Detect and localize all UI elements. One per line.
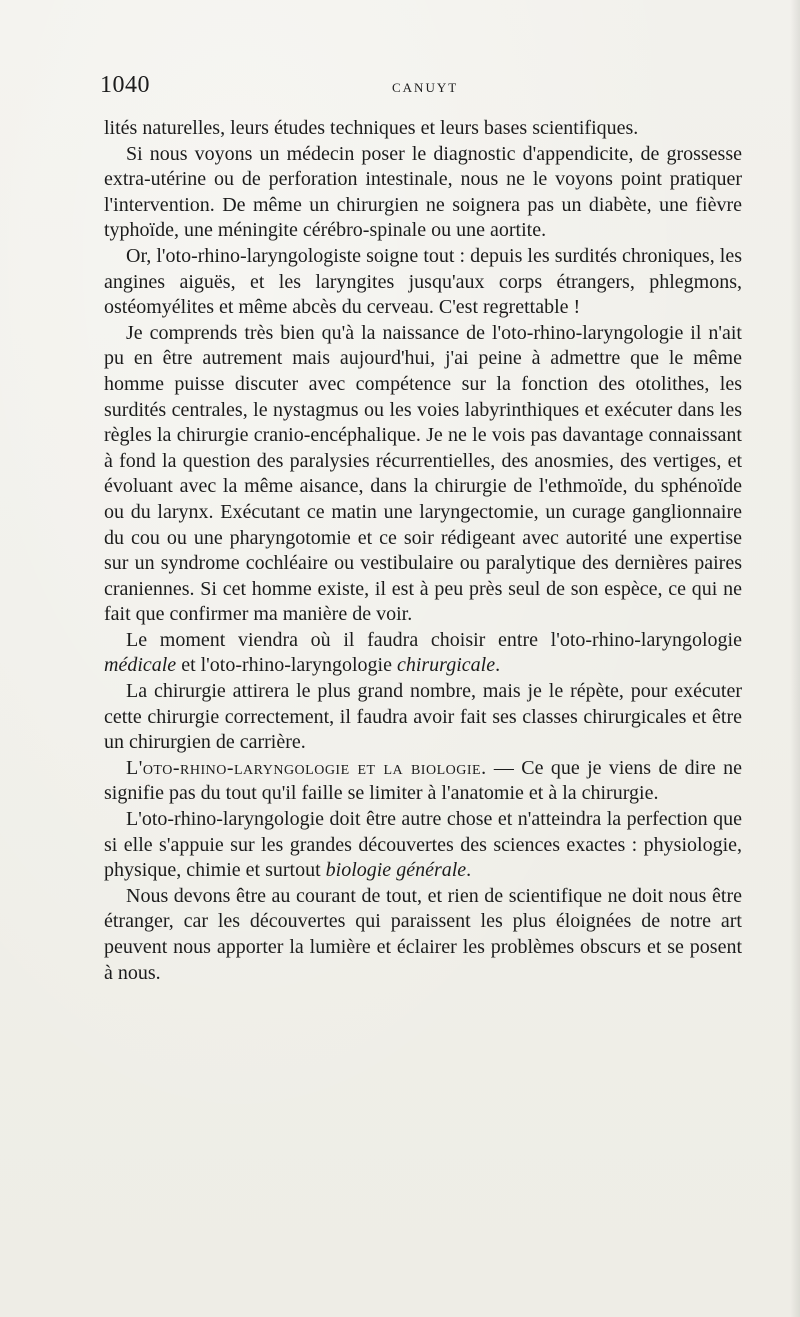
paragraph-autre-chose <box>104 807 742 884</box>
paragraph-oto-rhino-soigne: Or, l'oto-rhino-laryngologiste soigne tout : depuis les surdités chroniques, les angines aiguës, et les laryngites jusqu'aux corps étrangers, phlegmons, ostéomyélites et même abcès du cerveau. C'est regrettable ! <box>104 244 742 319</box>
paragraph-text: . <box>495 654 501 677</box>
page-header <box>100 72 740 102</box>
paragraph-le-moment <box>104 628 742 679</box>
paragraph-text: Le moment viendra où il faudra choisir entre l'oto-rhino-laryngologie <box>126 628 742 651</box>
paragraph-text: . <box>466 859 472 882</box>
paragraph-je-comprends: Je comprends très bien qu'à la naissance de l'oto-rhino-laryngologie il n'ait pu en être autrement mais aujourd'hui, j'ai peine à admettre que le même homme puisse discuter avec compétence sur la fonction des otolithes, les surdités centrales, le nystagmus ou les voies labyrinthiques et exécuter dans les règles la chirurgie cranio-encéphalique. Je ne le vois pas davantage connaissant à fond la question des paralysies récurrentielles, des anosmies, des vertiges, et évoluant avec la même aisance, dans la chirurgie de l'ethmoïde, du sphénoïde ou du larynx. Exécutant ce matin une laryngectomie, un curage ganglionnaire du cou ou une pharyngotomie et ce soir rédigeant avec autorité une expertise sur un syndrome cochléaire ou vestibulaire ou paralytique des dernières paires craniennes. Si cet homme existe, il est à peu près seul de son espèce, ce qui ne fait que confirmer ma manière de voir. <box>104 321 742 626</box>
paragraph-text: — Ce que je viens de dire ne signifie pas du tout qu'il faille se limiter à l'anatomie et à la chirurgie. <box>104 756 742 805</box>
italic-term-medicale: médicale <box>104 654 177 677</box>
running-head: CANUYT <box>392 80 459 95</box>
page-number: 1040 <box>100 72 150 98</box>
body-text <box>104 116 742 986</box>
paragraph-nous-devons: Nous devons être au courant de tout, et rien de scientifique ne doit nous être étranger, car les découvertes qui paraissent les plus éloignées de notre art peuvent nous apporter la lumière et éclairer les problèmes obscurs et se posent à nous. <box>104 884 742 984</box>
paragraph-la-chirurgie: La chirurgie attirera le plus grand nombre, mais je le répète, pour exécuter cette chirurgie correctement, il faudra avoir fait ses classes chirurgicales et être un chirurgien de carrière. <box>104 680 742 754</box>
paragraph-continuation: lités naturelles, leurs études techniques et leurs bases scientifiques. <box>104 117 639 139</box>
paragraph-diagnostic: Si nous voyons un médecin poser le diagnostic d'appendicite, de grossesse extra-utérine ou de perforation intestinale, nous ne le voyons point pratiquer l'intervention. De même un chirurgien ne soignera pas un diabète, une fièvre typhoïde, une méningite cérébro-spinale ou une aortite. <box>104 142 742 242</box>
italic-term-chirurgicale: chirurgicale <box>396 654 496 677</box>
italic-term-biologie: biologie générale <box>325 859 467 882</box>
section-heading: L'oto-rhino-laryngologie et la biologie. <box>126 756 487 779</box>
page-edge-shadow <box>790 0 800 1317</box>
paragraph-text: L'oto-rhino-laryngologie doit être autre chose et n'atteindra la perfection que si elle s'appuie sur les grandes découvertes des sciences exactes : physiologie, physique, chimie et surtout <box>104 808 742 882</box>
paragraph-biologie-section <box>104 756 742 807</box>
paragraph-text: et l'oto-rhino-laryngologie <box>176 654 397 677</box>
